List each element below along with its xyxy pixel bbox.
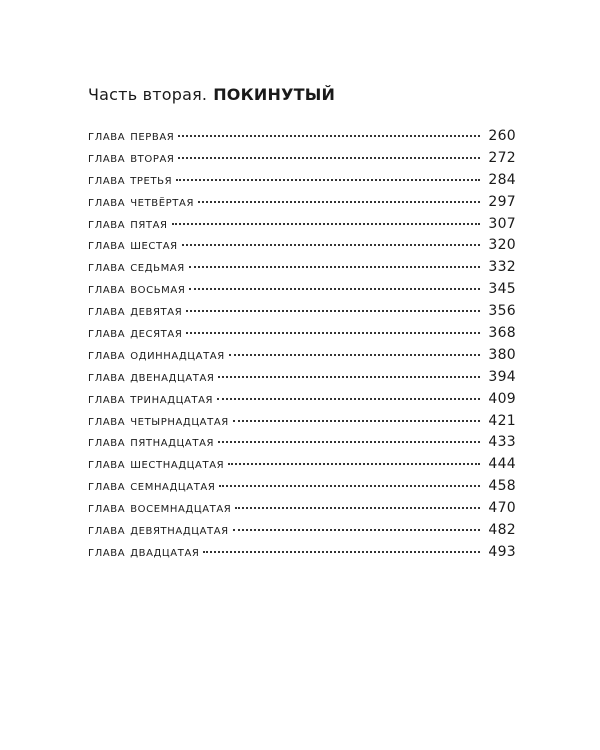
dot-leader [217, 398, 480, 400]
dot-leader [198, 201, 480, 203]
toc-entry-title: глава восьмая [88, 281, 186, 298]
toc-entry-title: глава первая [88, 128, 175, 144]
part-label: Часть вторая. [88, 85, 208, 104]
dot-leader [189, 266, 480, 268]
toc-entry-title: глава четырнадцатая [88, 412, 229, 429]
toc-entry-page-number: 356 [488, 303, 516, 320]
toc-entry[interactable] [88, 500, 516, 522]
toc-entry-page-number: 409 [488, 390, 516, 407]
toc-entry-page-number: 272 [488, 149, 516, 166]
toc-entry-page-number: 297 [488, 193, 516, 210]
toc-entry-page-number: 433 [488, 434, 516, 451]
dot-leader [229, 354, 480, 356]
toc-entry[interactable] [88, 281, 516, 303]
toc-entry[interactable] [88, 128, 516, 150]
dot-leader [189, 288, 480, 290]
toc-entry-title: глава пятнадцатая [88, 434, 215, 451]
toc-entry-page-number: 482 [488, 522, 516, 539]
dot-leader [172, 223, 480, 225]
toc-entry[interactable] [88, 413, 516, 435]
part-heading [88, 85, 335, 104]
toc-entry-title: глава тринадцатая [88, 390, 214, 407]
toc-entry-page-number: 368 [488, 325, 516, 342]
toc-entry-page-number: 332 [488, 259, 516, 276]
dot-leader [233, 420, 480, 422]
part-title: ПОКИНУТЫЙ [213, 85, 336, 104]
toc-entry-title: глава девятая [88, 303, 183, 320]
toc-entry-title: глава двенадцатая [88, 368, 215, 385]
toc-entry-title: глава пятая [88, 215, 168, 232]
toc-entry-title: глава третья [88, 171, 173, 188]
dot-leader [233, 529, 480, 531]
toc-entry-title: глава восемнадцатая [88, 500, 232, 517]
toc-entry-page-number: 260 [488, 128, 516, 144]
toc-entry-title: глава шестнадцатая [88, 456, 225, 473]
toc-entry-page-number: 470 [488, 500, 516, 517]
toc-entry[interactable] [88, 325, 516, 347]
dot-leader [178, 135, 480, 137]
toc-entry[interactable] [88, 194, 516, 216]
toc-entry[interactable] [88, 478, 516, 500]
toc-entry-title: глава одиннадцатая [88, 346, 225, 363]
toc-entry[interactable] [88, 369, 516, 391]
toc-entry-title: глава седьмая [88, 259, 185, 276]
dot-leader [182, 244, 480, 246]
dot-leader [186, 310, 480, 312]
toc-entry-page-number: 421 [488, 412, 516, 429]
toc-entry-title: глава шестая [88, 237, 178, 254]
toc-entry[interactable] [88, 303, 516, 325]
toc-entry-page-number: 458 [488, 478, 516, 495]
toc-entry-page-number: 493 [488, 543, 516, 560]
table-of-contents [88, 128, 516, 566]
toc-entry[interactable] [88, 434, 516, 456]
toc-entry-title: глава семнадцатая [88, 478, 216, 495]
dot-leader [228, 463, 480, 465]
toc-entry-title: глава десятая [88, 325, 183, 342]
toc-entry-page-number: 345 [488, 281, 516, 298]
toc-entry-page-number: 320 [488, 237, 516, 254]
toc-entry[interactable] [88, 347, 516, 369]
toc-entry[interactable] [88, 150, 516, 172]
toc-entry[interactable] [88, 237, 516, 259]
toc-entry-title: глава двадцатая [88, 543, 200, 560]
toc-entry-title: глава четвёртая [88, 193, 194, 210]
toc-entry[interactable] [88, 172, 516, 194]
dot-leader [203, 551, 480, 553]
toc-entry-page-number: 307 [488, 215, 516, 232]
dot-leader [218, 441, 480, 443]
dot-leader [176, 179, 480, 181]
dot-leader [178, 157, 480, 159]
toc-entry-page-number: 394 [488, 368, 516, 385]
toc-entry-page-number: 380 [488, 346, 516, 363]
toc-entry-page-number: 284 [488, 171, 516, 188]
toc-entry[interactable] [88, 391, 516, 413]
toc-entry[interactable] [88, 522, 516, 544]
toc-entry[interactable] [88, 544, 516, 566]
toc-entry-page-number: 444 [488, 456, 516, 473]
dot-leader [186, 332, 480, 334]
dot-leader [235, 507, 480, 509]
toc-entry-title: глава вторая [88, 149, 175, 166]
toc-entry[interactable] [88, 259, 516, 281]
toc-entry[interactable] [88, 216, 516, 238]
dot-leader [219, 485, 480, 487]
toc-entry-title: глава девятнадцатая [88, 522, 229, 539]
dot-leader [218, 376, 480, 378]
toc-entry[interactable] [88, 456, 516, 478]
